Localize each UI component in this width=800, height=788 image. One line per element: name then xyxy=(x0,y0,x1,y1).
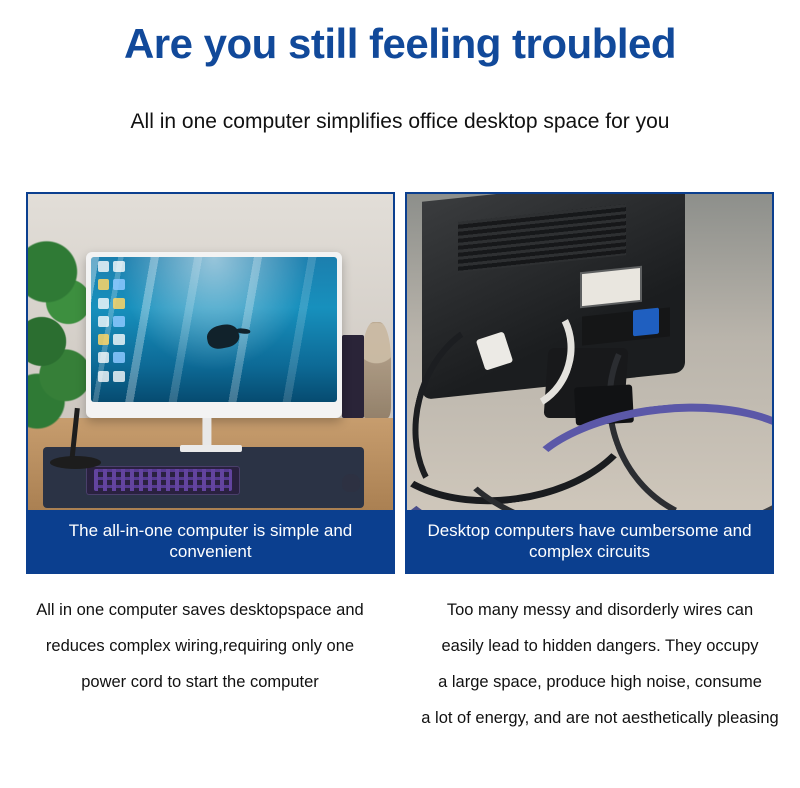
vase-decor-icon xyxy=(362,322,391,418)
monitor-icon xyxy=(86,252,342,418)
mouse-icon xyxy=(342,474,360,492)
speaker-icon xyxy=(342,335,364,418)
description-right-line-2: easily lead to hidden dangers. They occupy xyxy=(441,637,759,655)
description-right-line-4: a lot of energy, and are not aesthetically pleasing xyxy=(421,709,779,727)
all-in-one-computer-on-desk-photo xyxy=(28,194,393,514)
comparison-cards xyxy=(26,192,774,574)
description-left xyxy=(0,592,400,736)
card-caption-right: Desktop computers have cumbersome and complex circuits xyxy=(407,510,772,572)
keyboard-icon xyxy=(86,466,239,495)
page-title: Are you still feeling troubled xyxy=(123,20,677,67)
card-all-in-one xyxy=(26,192,395,574)
card-caption-left: The all-in-one computer is simple and convenient xyxy=(28,510,393,572)
messy-cables-behind-desktop-monitor-photo xyxy=(407,194,772,514)
description-right-line-3: a large space, produce high noise, consume xyxy=(438,673,762,691)
description-right xyxy=(400,592,800,736)
description-left-line-2: reduces complex wiring,requiring only one xyxy=(45,637,355,655)
description-left-line-1: All in one computer saves desktopspace and xyxy=(36,601,364,619)
description-left-line-3: power cord to start the computer xyxy=(81,673,319,691)
plant-decor-icon xyxy=(28,232,90,430)
page-subtitle: All in one computer simplifies office desktop space for you xyxy=(130,110,670,133)
card-desktop-cables xyxy=(405,192,774,574)
description-right-line-1: Too many messy and disorderly wires can xyxy=(446,601,754,619)
desktop-icons xyxy=(98,261,125,383)
description-section xyxy=(0,592,800,736)
